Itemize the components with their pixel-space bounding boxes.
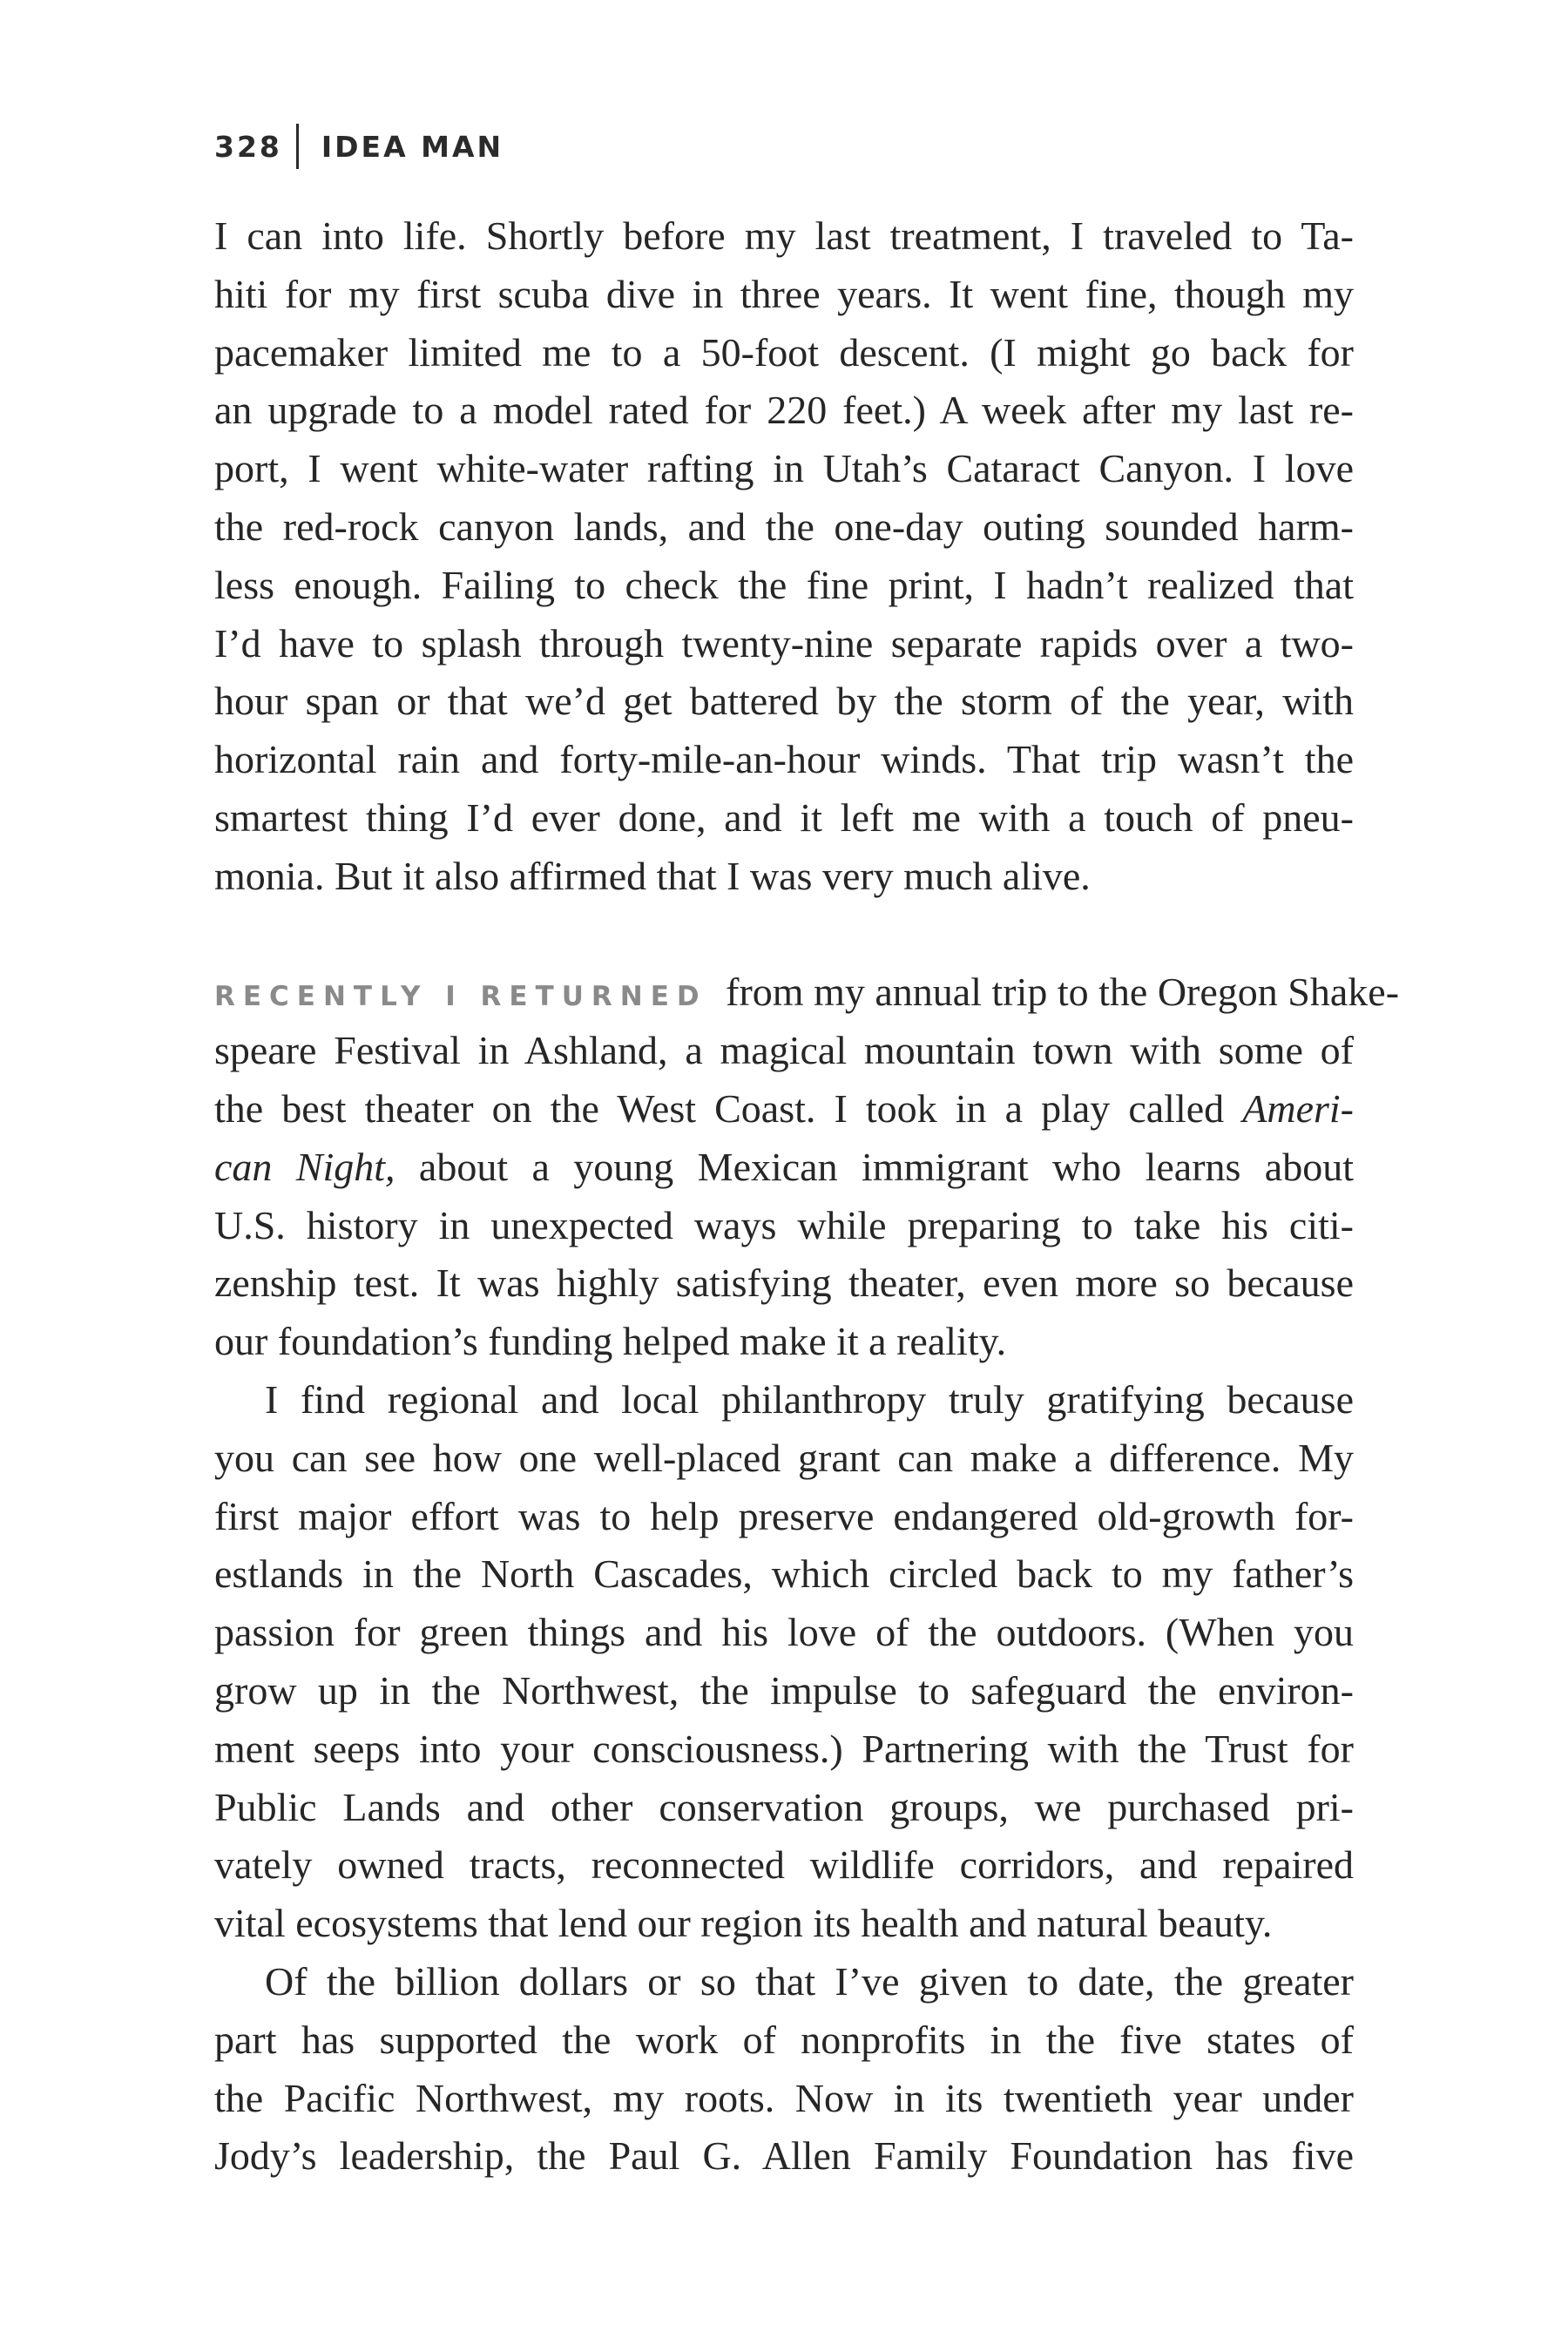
text-line: pacemaker limited me to a 50-foot descent. (I might go back for: [214, 329, 1354, 375]
text-line: vital ecosystems that lend our region its health and natural beauty.: [214, 1901, 1273, 1946]
text-line: Jody’s leadership, the Paul G. Allen Family Foundation has five: [214, 2133, 1354, 2179]
text-line: [214, 1080, 1354, 1139]
header-divider: [296, 124, 299, 169]
text-line: [214, 963, 1400, 1022]
text-line: estlands in the North Cascades, which circled back to my father’s: [214, 1551, 1354, 1597]
page-number: 328: [214, 129, 282, 164]
play-title-italic: can Night,: [214, 1144, 395, 1189]
text-line: hour span or that we’d get battered by the storm of the year, with: [214, 679, 1354, 724]
text-line: an upgrade to a model rated for 220 feet.) A week after my last re-: [214, 388, 1354, 433]
book-title: IDEA MAN: [321, 129, 504, 164]
text-line: horizontal rain and forty-mile-an-hour winds. That trip wasn’t the: [214, 737, 1354, 782]
line-text: about a young Mexican immigrant who learns about: [395, 1144, 1354, 1189]
section-break: [214, 906, 1354, 964]
text-line: Of the billion dollars or so that I’ve given to date, the greater: [265, 1958, 1354, 2004]
text-line: I’d have to splash through twenty-nine separate rapids over a two-: [214, 620, 1354, 666]
paragraph-4: [214, 1953, 1354, 2186]
text-line: speare Festival in Ashland, a magical mountain town with some of: [214, 1028, 1354, 1073]
body-text: [214, 207, 1400, 2186]
text-line: zenship test. It was highly satisfying theater, even more so because: [214, 1260, 1354, 1306]
text-line: you can see how one well-placed grant can make a difference. My: [214, 1435, 1354, 1480]
text-line: port, I went white-water rafting in Utah’s Cataract Canyon. I love: [214, 446, 1354, 491]
text-line: the red-rock canyon lands, and the one-day outing sounded harm-: [214, 504, 1354, 549]
text-line: grow up in the Northwest, the impulse to safeguard the environ-: [214, 1667, 1354, 1713]
paragraph-1: [214, 207, 1354, 906]
section-lead-in: RECENTLY I RETURNED: [214, 981, 707, 1013]
text-line: smartest thing I’d ever done, and it left me with a touch of pneu-: [214, 794, 1354, 840]
paragraph-2: [214, 963, 1400, 1371]
line-text: the best theater on the West Coast. I took in a play called: [214, 1085, 1243, 1131]
text-line: vately owned tracts, reconnected wildlife corridors, and repaired: [214, 1842, 1354, 1888]
text-line: U.S. history in unexpected ways while preparing to take his citi-: [214, 1202, 1354, 1247]
paragraph-3: [214, 1371, 1354, 1953]
text-line: Public Lands and other conservation groups, we purchased pri-: [214, 1784, 1354, 1829]
text-line: part has supported the work of nonprofits in the five states of: [214, 2017, 1354, 2062]
text-line: the Pacific Northwest, my roots. Now in its twentieth year under: [214, 2075, 1354, 2120]
text-line: monia. But it also affirmed that I was very much alive.: [214, 853, 1091, 898]
text-line: I can into life. Shortly before my last treatment, I traveled to Ta-: [214, 213, 1354, 258]
running-head: [214, 122, 504, 171]
text-line: passion for green things and his love of the outdoors. (When you: [214, 1610, 1354, 1655]
text-line: first major effort was to help preserve endangered old-growth for-: [214, 1493, 1354, 1538]
text-line: hiti for my first scuba dive in three years. It went fine, though my: [214, 271, 1354, 316]
text-line: I find regional and local philanthropy truly gratifying because: [265, 1376, 1354, 1422]
text-line: [214, 1139, 1354, 1197]
line-text: from my annual trip to the Oregon Shake-: [726, 970, 1400, 1015]
play-title-italic: Ameri-: [1242, 1085, 1354, 1131]
text-line: less enough. Failing to check the fine print, I hadn’t realized that: [214, 562, 1354, 607]
text-line: ment seeps into your consciousness.) Partnering with the Trust for: [214, 1726, 1354, 1771]
text-line: our foundation’s funding helped make it a reality.: [214, 1319, 1007, 1364]
